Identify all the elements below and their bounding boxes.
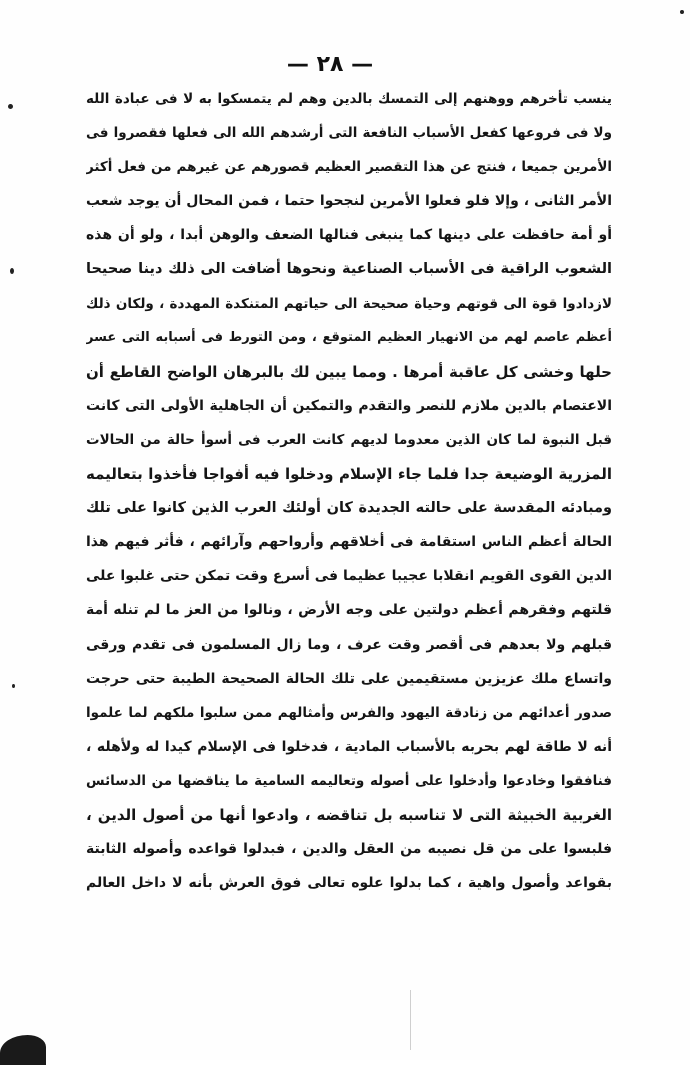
text-line: حلها وخشى كل عاقبة أمرها . ومما يبين لك بالبرهان الواضح القاطع أن [86,362,612,381]
text-line: أو أمة حافظت على دينها كما ينبغى فنالها الضعف والوهن أبدا ، ولو أن هذه [86,227,612,244]
text-line: ينسب تأخرهم ووهنهم إلى التمسك بالدين وهم لم يتمسكوا به لا فى عبادة الله [86,91,612,107]
text-line: الأمر الثانى ، وإلا فلو فعلوا الأمرين لنجحوا حتما ، فمن المحال أن يوجد شعب [86,193,612,210]
text-line: بقواعد وأصول واهية ، كما بدلوا علوه تعالى فوق العرش بأنه لا داخل العالم [86,875,612,892]
text-line: قلتهم وفقرهم أعظم دولتين على وجه الأرض ، ونالوا من العز ما لم تنله أمة [86,602,612,619]
margin-mark [680,10,684,14]
text-line: الأمرين جميعا ، فنتج عن هذا التقصير العظيم قصورهم عن غيرهم من فعل أكثر [86,159,612,176]
scan-line [410,990,411,1050]
text-line: واتساع ملك عزيزين مستقيمين على تلك الحالة الصحيحة الطيبة حتى حرجت [86,670,612,687]
text-line: لازدادوا قوة الى قوتهم وحياة صحيحة الى حياتهم المتنكدة المهددة ، ولكان ذلك [86,295,612,312]
scan-smudge [0,1035,46,1065]
text-line: قبلهم ولا بعدهم فى أقصر وقت عرف ، وما زال المسلمون فى تقدم ورقى [86,636,612,653]
text-line: الدين القوى القويم انقلابا عجيبا عظيما فى أسرع وقت تمكن حتى غلبوا على [86,568,612,585]
text-line: أعظم عاصم لهم من الانهيار العظيم المتوقع ، ومن التورط فى أسبابه التى عسر [86,329,612,345]
text-line: صدور أعدائهم من زنادقة اليهود والفرس وأمثالهم ممن سلبوا ملكهم لما علموا [86,704,612,721]
text-line: فلبسوا على من قل نصيبه من العقل والدين ، فبدلوا قواعده وأصوله الثابتة [86,841,612,858]
text-line: قبل النبوة لما كان الذين معدوما لديهم كانت العرب فى أسوأ حالة من الحالات [86,431,612,448]
body-text [86,82,612,900]
text-line: ولا فى فروعها كفعل الأسباب النافعة التى أرشدهم الله الى فعلها فقصروا فى [86,125,612,142]
page-number: — ٢٨ — [286,52,374,77]
margin-mark [8,104,13,109]
text-line: الحالة أعظم الناس استقامة فى أخلاقهم وأرواحهم وآرائهم ، فأثر فيهم هذا [86,534,612,551]
text-line: ومبادئه المقدسة على حالته الجديدة كان أولئك العرب الذين كانوا على تلك [86,500,612,517]
text-line: الشعوب الراقية فى الأسباب الصناعية ونحوها أضافت الى ذلك دينا صحيحا [86,261,612,278]
text-line: أنه لا طاقة لهم بحربه بالأسباب المادية ، فدخلوا فى الإسلام كيدا له ولأهله ، [86,738,612,755]
margin-mark [12,684,15,688]
text-line: الاعتصام بالدين ملازم للنصر والتقدم والتمكين أن الجاهلية الأولى التى كانت [86,397,612,414]
margin-mark [10,268,14,274]
text-line: فنافقوا وخادعوا وأدخلوا على أصوله وتعاليمه السامية ما يناقضها من الدسائس [86,772,612,789]
text-line: الغربية الخبيثة التى لا تناسبه بل تناقضه ، وادعوا أنها من أصول الدين ، [86,805,612,824]
text-line: المزرية الوضيعة جدا فلما جاء الإسلام ودخلوا فيه أفواجا فأخذوا بتعاليمه [86,465,612,484]
